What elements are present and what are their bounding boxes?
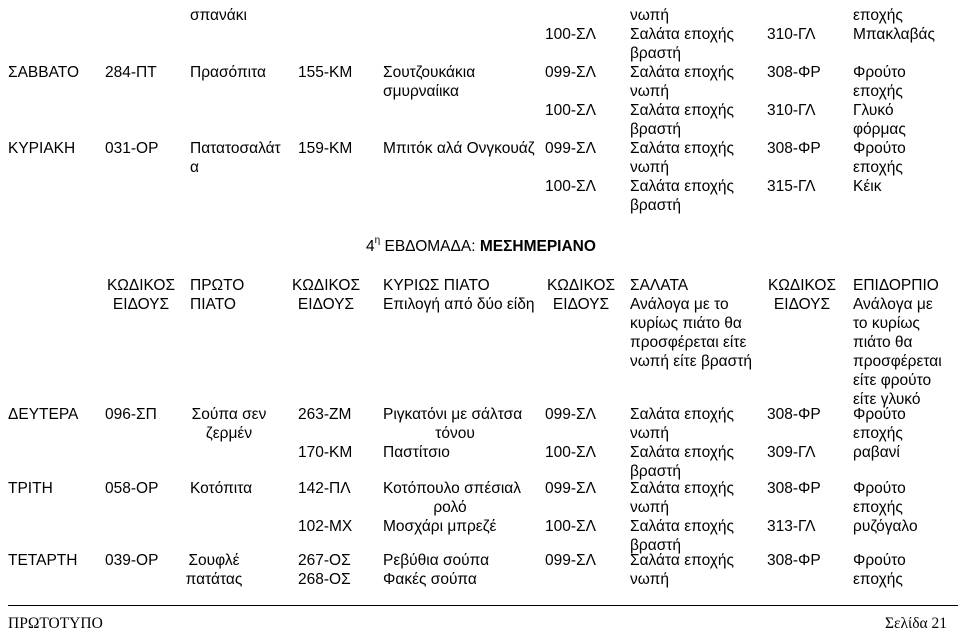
dessert-code: 309-ΓΛ	[767, 444, 816, 461]
main-code: 170-ΚΜ	[298, 444, 353, 461]
first-dish: πατάτας	[185, 571, 243, 588]
main-dish: Μπιτόκ αλά Ονγκουάζ	[383, 140, 535, 157]
salad-line: βραστή	[630, 463, 682, 480]
dessert-line: Φρούτο	[853, 140, 906, 157]
dessert-line: ραβανί	[853, 444, 900, 461]
section-title	[366, 234, 596, 256]
salad-code: 100-ΣΛ	[545, 178, 596, 195]
dessert-code: 308-ΦΡ	[767, 406, 821, 423]
salad-code: 099-ΣΛ	[545, 480, 596, 497]
first-dish: Πρασόπιτα	[190, 64, 266, 81]
first-dish: ζερμέν	[205, 425, 253, 442]
main-code: 159-ΚΜ	[298, 140, 353, 157]
header-dessert-note: είτε φρούτο	[853, 372, 932, 389]
header-code: ΕΙΔΟΥΣ	[112, 296, 170, 313]
dessert-code: 308-ΦΡ	[767, 480, 821, 497]
week-label: ΕΒΔΟΜΑΔΑ:	[384, 238, 476, 255]
header-code: ΚΩΔΙΚΟΣ	[767, 277, 837, 294]
salad-line: βραστή	[630, 121, 682, 138]
salad-code: 099-ΣΛ	[545, 140, 596, 157]
main-dish: Σουτζουκάκια	[383, 64, 476, 81]
header-dessert-note: το κυρίως	[853, 315, 920, 332]
footer-left: ΠΡΩΤΟΤΥΠΟ	[8, 615, 103, 632]
salad-line: βραστή	[630, 45, 682, 62]
salad-line: Σαλάτα εποχής	[630, 480, 735, 497]
main-dish: Μοσχάρι μπρεζέ	[383, 518, 497, 535]
main-dish: τόνου	[435, 425, 475, 442]
salad-line: Σαλάτα εποχής	[630, 552, 735, 569]
header-main-note: Επιλογή από δύο είδη	[383, 296, 535, 313]
dessert-line: Φρούτο	[853, 480, 906, 497]
header-code: ΕΙΔΟΥΣ	[297, 296, 355, 313]
dessert-line: Γλυκό	[853, 102, 894, 119]
salad-line: νωπή	[630, 83, 669, 100]
dessert-code: 308-ΦΡ	[767, 64, 821, 81]
dessert-code: 308-ΦΡ	[767, 140, 821, 157]
first-code: 039-ΟΡ	[105, 552, 159, 569]
main-code: 267-ΟΣ	[298, 552, 351, 569]
salad-code: 099-ΣΛ	[545, 64, 596, 81]
first-dish: Πατατοσαλάτ	[190, 140, 281, 157]
salad-line: Σαλάτα εποχής	[630, 102, 735, 119]
header-first: ΠΡΩΤΟ	[190, 277, 245, 294]
day-label: ΔΕΥΤΕΡΑ	[8, 406, 79, 423]
header-main: ΚΥΡΙΩΣ ΠΙΑΤΟ	[383, 277, 490, 294]
salad-line: Σαλάτα εποχής	[630, 140, 735, 157]
header-salad: ΣΑΛΑΤΑ	[630, 277, 689, 294]
dessert-line: εποχής	[853, 499, 903, 516]
salad-line: Σαλάτα εποχής	[630, 518, 735, 535]
header-code: ΕΙΔΟΥΣ	[552, 296, 610, 313]
dessert-line: εποχής	[853, 83, 903, 100]
dessert-code: 308-ΦΡ	[767, 552, 821, 569]
salad-code: 100-ΣΛ	[545, 102, 596, 119]
footer-rule	[8, 605, 958, 606]
main-dish: ρολό	[433, 499, 467, 516]
salad-line: βραστή	[630, 197, 682, 214]
dessert-line: Κέικ	[853, 178, 882, 195]
salad-line: νωπή	[630, 571, 669, 588]
salad-code: 100-ΣΛ	[545, 518, 596, 535]
main-dish: σμυρναίικα	[383, 83, 459, 100]
salad-line: νωπή	[630, 425, 669, 442]
dessert-line: Φρούτο	[853, 406, 906, 423]
header-code: ΚΩΔΙΚΟΣ	[546, 277, 616, 294]
day-label: ΚΥΡΙΑΚΗ	[8, 140, 76, 157]
dessert-line: εποχής	[853, 571, 903, 588]
dessert-line: ρυζόγαλο	[853, 518, 918, 535]
first-dish: σπανάκι	[190, 7, 247, 24]
first-code: 284-ΠΤ	[105, 64, 157, 81]
header-code: ΚΩΔΙΚΟΣ	[291, 277, 361, 294]
salad-line: βραστή	[630, 537, 682, 554]
first-dish: Κοτόπιτα	[190, 480, 253, 497]
first-code: 031-ΟΡ	[105, 140, 159, 157]
main-dish: Κοτόπουλο σπέσιαλ	[383, 480, 521, 497]
day-label: ΤΕΤΑΡΤΗ	[8, 552, 78, 569]
dessert-line: φόρμας	[853, 121, 906, 138]
main-dish: Ριγκατόνι με σάλτσα	[383, 406, 523, 423]
salad-line: Σαλάτα εποχής	[630, 406, 735, 423]
header-dessert-note: προσφέρεται	[853, 353, 942, 370]
header-dessert-note: πιάτο θα	[853, 334, 913, 351]
main-dish: Παστίτσιο	[383, 444, 450, 461]
salad-line: Σαλάτα εποχής	[630, 444, 735, 461]
main-dish: Ρεβύθια σούπα	[383, 552, 490, 569]
header-salad-note: προσφέρεται είτε	[630, 334, 747, 351]
main-code: 263-ΖΜ	[298, 406, 352, 423]
salad-line: Σαλάτα εποχής	[630, 178, 735, 195]
main-code: 102-ΜΧ	[298, 518, 353, 535]
main-code: 155-ΚΜ	[298, 64, 353, 81]
dessert-line: Φρούτο	[853, 552, 906, 569]
week-number: 4	[366, 238, 375, 255]
header-dessert: ΕΠΙΔΟΡΠΙΟ	[853, 277, 939, 294]
day-label: ΣΑΒΒΑΤΟ	[8, 64, 80, 81]
header-salad-note: Ανάλογα με το	[630, 296, 729, 313]
dessert-line: εποχής	[853, 7, 903, 24]
day-label: ΤΡΙΤΗ	[8, 480, 53, 497]
dessert-line: Φρούτο	[853, 64, 906, 81]
salad-line: Σαλάτα εποχής	[630, 64, 735, 81]
dessert-code: 315-ΓΛ	[767, 178, 816, 195]
header-code: ΕΙΔΟΥΣ	[773, 296, 831, 313]
dessert-code: 310-ΓΛ	[767, 26, 816, 43]
main-dish: Φακές σούπα	[383, 571, 477, 588]
header-salad-note: κυρίως πιάτο θα	[630, 315, 742, 332]
salad-code: 099-ΣΛ	[545, 552, 596, 569]
main-code: 142-ΠΛ	[298, 480, 351, 497]
header-code: ΚΩΔΙΚΟΣ	[106, 277, 176, 294]
dessert-line: Μπακλαβάς	[853, 26, 935, 43]
dessert-line: εποχής	[853, 159, 903, 176]
page-number: Σελίδα 21	[885, 615, 948, 632]
salad-line: νωπή	[630, 499, 669, 516]
week-ordinal: η	[374, 234, 381, 246]
header-salad-note: νωπή είτε βραστή	[630, 353, 752, 370]
header-first: ΠΙΑΤΟ	[190, 296, 236, 313]
header-dessert-note: Ανάλογα με	[853, 296, 933, 313]
salad-line: Σαλάτα εποχής	[630, 26, 735, 43]
salad-code: 099-ΣΛ	[545, 406, 596, 423]
salad-line: νωπή	[630, 7, 669, 24]
first-dish: Σούπα σεν	[191, 406, 267, 423]
first-code: 058-ΟΡ	[105, 480, 159, 497]
salad-code: 100-ΣΛ	[545, 26, 596, 43]
dessert-code: 310-ΓΛ	[767, 102, 816, 119]
first-dish: Σουφλέ	[188, 552, 240, 569]
meal-label: ΜΕΣΗΜΕΡΙΑΝΟ	[479, 238, 596, 255]
main-code: 268-ΟΣ	[298, 571, 351, 588]
dessert-code: 313-ΓΛ	[767, 518, 816, 535]
salad-line: νωπή	[630, 159, 669, 176]
dessert-line: εποχής	[853, 425, 903, 442]
first-dish: α	[190, 159, 199, 176]
first-code: 096-ΣΠ	[105, 406, 157, 423]
salad-code: 100-ΣΛ	[545, 444, 596, 461]
header-dessert-note: είτε γλυκό	[853, 391, 921, 408]
